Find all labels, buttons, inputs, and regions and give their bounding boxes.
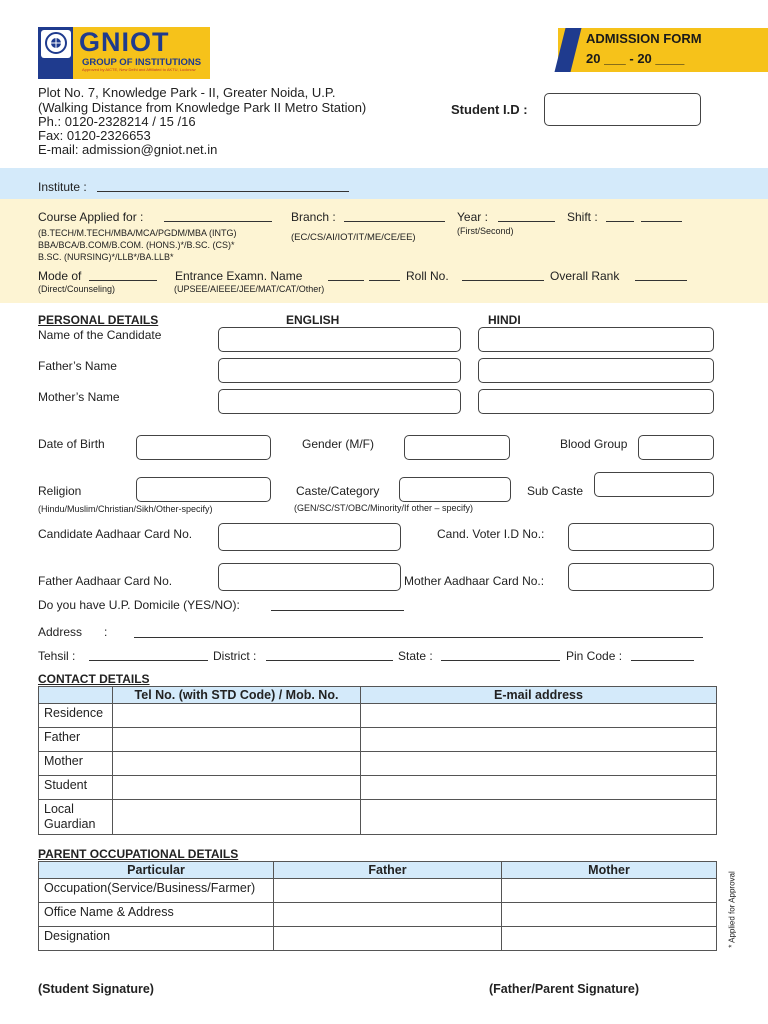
col-english: ENGLISH bbox=[286, 313, 340, 327]
exam-options: (UPSEE/AIEEE/JEE/MAT/CAT/Other) bbox=[174, 284, 325, 294]
phone-line: Ph.: 0120-2328214 / 15 /16 bbox=[38, 114, 196, 129]
exam-field-1[interactable] bbox=[328, 280, 364, 281]
table-row bbox=[39, 704, 717, 728]
parent-father-cell[interactable] bbox=[274, 903, 502, 927]
branch-options: (EC/CS/AI/IOT/IT/ME/CE/EE) bbox=[291, 232, 416, 243]
student-signature: (Student Signature) bbox=[38, 982, 154, 996]
fax-line: Fax: 0120-2326653 bbox=[38, 128, 151, 143]
father-aadhaar-field[interactable] bbox=[218, 563, 401, 591]
parent-mother-cell[interactable] bbox=[502, 903, 717, 927]
tehsil-label: Tehsil : bbox=[38, 649, 76, 663]
contact-table bbox=[38, 686, 717, 835]
sub-caste-field[interactable] bbox=[594, 472, 714, 497]
parent-father-cell[interactable] bbox=[274, 879, 502, 903]
district-label: District : bbox=[213, 649, 257, 663]
candidate-name-hindi[interactable] bbox=[478, 327, 714, 352]
mother-name-hindi[interactable] bbox=[478, 389, 714, 414]
contact-header-blank bbox=[39, 687, 113, 704]
contact-row-label: Student bbox=[39, 776, 113, 800]
mother-name-english[interactable] bbox=[218, 389, 461, 414]
table-row bbox=[39, 776, 717, 800]
parent-header-particular: Particular bbox=[39, 862, 274, 879]
form-year: 20 ___ - 20 ____ bbox=[586, 51, 685, 66]
parent-table bbox=[38, 861, 717, 951]
course-options-3: B.SC. (NURSING)*/LLB*/BA.LLB* bbox=[38, 252, 174, 262]
logo-emblem-icon bbox=[41, 30, 71, 58]
contact-tel-cell[interactable] bbox=[113, 728, 361, 752]
mode-options: (Direct/Counseling) bbox=[38, 284, 116, 294]
institute-band bbox=[0, 168, 768, 199]
aadhaar-field[interactable] bbox=[218, 523, 401, 551]
course-options-1: (B.TECH/M.TECH/MBA/MCA/PGDM/MBA (INTG) bbox=[38, 228, 237, 238]
email-line: E-mail: admission@gniot.net.in bbox=[38, 142, 218, 157]
mother-name-label: Mother’s Name bbox=[38, 390, 120, 404]
contact-header-row bbox=[39, 687, 717, 704]
gender-field[interactable] bbox=[404, 435, 510, 460]
religion-field[interactable] bbox=[136, 477, 271, 502]
mode-field[interactable] bbox=[89, 280, 157, 281]
contact-email-cell[interactable] bbox=[361, 752, 717, 776]
tehsil-field[interactable] bbox=[89, 660, 208, 661]
address-field[interactable] bbox=[134, 637, 703, 638]
course-label: Course Applied for : bbox=[38, 210, 144, 224]
student-id-label: Student I.D : bbox=[451, 102, 528, 117]
contact-email-cell[interactable] bbox=[361, 704, 717, 728]
table-row bbox=[39, 728, 717, 752]
state-field[interactable] bbox=[441, 660, 560, 661]
blood-group-field[interactable] bbox=[638, 435, 714, 460]
shift-field-1[interactable] bbox=[606, 221, 634, 222]
caste-field[interactable] bbox=[399, 477, 511, 502]
course-field[interactable] bbox=[164, 221, 272, 222]
parent-row-label: Designation bbox=[39, 927, 274, 951]
parent-mother-cell[interactable] bbox=[502, 879, 717, 903]
institute-label: Institute : bbox=[38, 180, 87, 194]
address-line-2: (Walking Distance from Knowledge Park II Metro Station) bbox=[38, 100, 367, 115]
contact-tel-cell[interactable] bbox=[113, 776, 361, 800]
candidate-name-label: Name of the Candidate bbox=[38, 328, 162, 342]
parent-header-mother: Mother bbox=[502, 862, 717, 879]
course-options-2: BBA/BCA/B.COM/B.COM. (HONS.)*/B.SC. (CS)* bbox=[38, 240, 235, 250]
contact-header-tel: Tel No. (with STD Code) / Mob. No. bbox=[113, 687, 361, 704]
father-name-hindi[interactable] bbox=[478, 358, 714, 383]
table-row bbox=[39, 927, 717, 951]
contact-row-label: Father bbox=[39, 728, 113, 752]
contact-row-label: Local Guardian bbox=[39, 800, 113, 835]
year-label: Year : bbox=[457, 210, 488, 224]
exam-field-2[interactable] bbox=[369, 280, 400, 281]
parent-father-cell[interactable] bbox=[274, 927, 502, 951]
sub-caste-label: Sub Caste bbox=[527, 484, 584, 498]
parent-header-father: Father bbox=[274, 862, 502, 879]
parent-mother-cell[interactable] bbox=[502, 927, 717, 951]
gender-label: Gender (M/F) bbox=[302, 437, 375, 451]
branch-field[interactable] bbox=[344, 221, 445, 222]
aadhaar-label: Candidate Aadhaar Card No. bbox=[38, 527, 193, 541]
year-field[interactable] bbox=[498, 221, 555, 222]
address-label: Address bbox=[38, 625, 83, 639]
roll-field[interactable] bbox=[462, 280, 544, 281]
caste-options: (GEN/SC/ST/OBC/Minority/If other – specify) bbox=[294, 503, 474, 513]
parent-signature: (Father/Parent Signature) bbox=[489, 982, 640, 996]
contact-tel-cell[interactable] bbox=[113, 752, 361, 776]
contact-tel-cell[interactable] bbox=[113, 800, 361, 835]
table-row bbox=[39, 879, 717, 903]
contact-section-title: CONTACT DETAILS bbox=[38, 672, 150, 686]
shift-label: Shift : bbox=[567, 210, 598, 224]
student-id-field[interactable] bbox=[544, 93, 701, 126]
form-title: ADMISSION FORM bbox=[586, 31, 702, 46]
roll-label: Roll No. bbox=[406, 269, 449, 283]
contact-email-cell[interactable] bbox=[361, 776, 717, 800]
domicile-field[interactable] bbox=[271, 610, 404, 611]
address-line-1: Plot No. 7, Knowledge Park - II, Greater Noida, U.P. bbox=[38, 85, 336, 100]
side-note: * Applied for Approval bbox=[727, 871, 737, 948]
pin-field[interactable] bbox=[631, 660, 694, 661]
district-field[interactable] bbox=[266, 660, 393, 661]
parent-row-label: Office Name & Address bbox=[39, 903, 274, 927]
voter-id-label: Cand. Voter I.D No.: bbox=[437, 527, 545, 541]
candidate-name-english[interactable] bbox=[218, 327, 461, 352]
exam-label: Entrance Examn. Name bbox=[175, 269, 303, 283]
personal-section-title: PERSONAL DETAILS bbox=[38, 313, 159, 327]
rank-field[interactable] bbox=[635, 280, 687, 281]
shift-field-2[interactable] bbox=[641, 221, 682, 222]
rank-label: Overall Rank bbox=[550, 269, 620, 283]
domicile-label: Do you have U.P. Domicile (YES/NO): bbox=[38, 598, 240, 612]
table-row bbox=[39, 800, 717, 835]
logo-name: GNIOT bbox=[79, 27, 170, 57]
dob-label: Date of Birth bbox=[38, 437, 105, 451]
parent-header-row bbox=[39, 862, 717, 879]
branch-label: Branch : bbox=[291, 210, 336, 224]
mode-label: Mode of bbox=[38, 269, 82, 283]
father-aadhaar-label: Father Aadhaar Card No. bbox=[38, 574, 173, 588]
table-row bbox=[39, 752, 717, 776]
col-hindi: HINDI bbox=[488, 313, 521, 327]
address-colon: : bbox=[104, 625, 108, 639]
pin-label: Pin Code : bbox=[566, 649, 623, 663]
religion-options: (Hindu/Muslim/Christian/Sikh/Other-specify) bbox=[38, 504, 213, 514]
state-label: State : bbox=[398, 649, 433, 663]
religion-label: Religion bbox=[38, 484, 82, 498]
contact-email-cell[interactable] bbox=[361, 728, 717, 752]
logo-small-text: Approved by AICTE, New Delhi and Affiliated to AKTU, Lucknow bbox=[82, 67, 196, 72]
father-name-label: Father’s Name bbox=[38, 359, 117, 373]
contact-tel-cell[interactable] bbox=[113, 704, 361, 728]
parent-row-label: Occupation(Service/Business/Farmer) bbox=[39, 879, 274, 903]
contact-email-cell[interactable] bbox=[361, 800, 717, 835]
father-name-english[interactable] bbox=[218, 358, 461, 383]
contact-row-label: Residence bbox=[39, 704, 113, 728]
mother-aadhaar-label: Mother Aadhaar Card No.: bbox=[404, 574, 545, 588]
contact-header-email: E-mail address bbox=[361, 687, 717, 704]
voter-id-field[interactable] bbox=[568, 523, 714, 551]
parent-section-title: PARENT OCCUPATIONAL DETAILS bbox=[38, 847, 239, 861]
caste-label: Caste/Category bbox=[296, 484, 380, 498]
blood-group-label: Blood Group bbox=[560, 437, 628, 451]
dob-field[interactable] bbox=[136, 435, 271, 460]
mother-aadhaar-field[interactable] bbox=[568, 563, 714, 591]
logo-subtitle: GROUP OF INSTITUTIONS bbox=[82, 57, 202, 68]
table-row bbox=[39, 903, 717, 927]
year-options: (First/Second) bbox=[457, 226, 514, 236]
contact-row-label: Mother bbox=[39, 752, 113, 776]
institute-field[interactable] bbox=[97, 191, 349, 192]
